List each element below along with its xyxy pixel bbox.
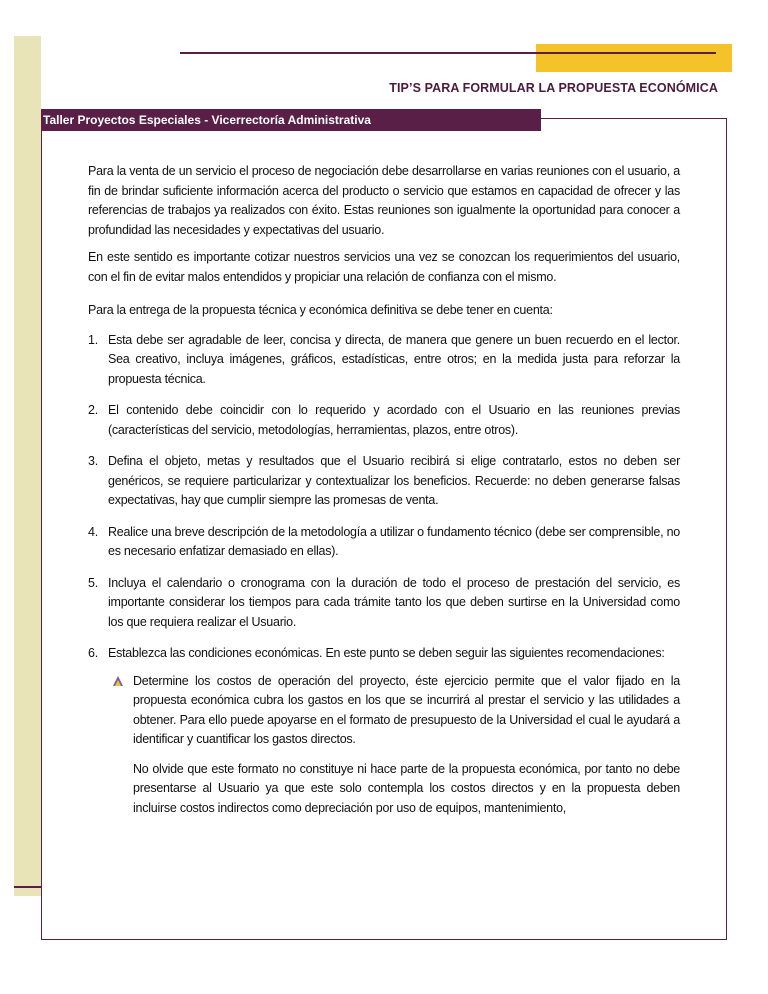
- sub-item-text: Determine los costos de operación del proyecto, éste ejercicio permite que el valor fijado en la propuesta económica cubra los gastos en los que se incurrirá al prestar el servicio y las utilidades a obtener. Para ello puede apoyarse en el formato de presupuesto de la Universidad el cual le ayudará a identificar y cuantificar los gastos directos.: [133, 673, 680, 746]
- list-item: [88, 574, 680, 633]
- recommendations-list: [88, 331, 680, 819]
- document-body: [88, 162, 680, 830]
- list-item: [88, 452, 680, 511]
- list-item-text: Establezca las condiciones económicas. En este punto se deben seguir las siguientes recomendaciones:: [108, 646, 665, 660]
- list-item-text: Incluya el calendario o cronograma con la duración de todo el proceso de prestación del servicio, es importante considerar los tiempos para cada trámite tanto los que deben surtirse en la Universidad como los que requiera realizar el Usuario.: [108, 575, 680, 629]
- left-decorative-bar: [14, 36, 41, 896]
- list-item-number: 1.: [88, 332, 98, 347]
- sub-item-note: No olvide que este formato no constituye ni hace parte de la propuesta económica, por tanto no debe presentarse al Usuario ya que este solo contempla los costos directos y en la propuesta deben incluirse costos indirectos como depreciación por uso de equipos, mantenimiento,: [133, 761, 680, 815]
- list-item-text: Defina el objeto, metas y resultados que el Usuario recibirá si elige contratarlo, estos no deben ser genéricos, se requiere particularizar y contextualizar los beneficios. Recuerde: no deben generarse falsas expectativas, hay que cumplir siempre las promesas de venta.: [108, 454, 680, 507]
- context-paragraph: En este sentido es importante cotizar nuestros servicios una vez se conozcan los requerimientos del usuario, con el fin de evitar malos entendidos y propiciar una relación de confianza con el mismo.: [88, 250, 680, 284]
- list-item: [88, 331, 680, 390]
- header-accent-block: [536, 44, 732, 72]
- list-item-number: 4.: [88, 524, 98, 539]
- list-item-number: 3.: [88, 454, 98, 468]
- list-intro-paragraph: Para la entrega de la propuesta técnica y económica definitiva se debe tener en cuenta:: [88, 303, 553, 317]
- sub-recommendations: [108, 672, 680, 819]
- list-item-text: Esta debe ser agradable de leer, concisa y directa, de manera que genere un buen recuerdo en el lector. Sea creativo, incluya imágenes, gráficos, estadísticas, entre otros; en la medida justa para reforzar la propuesta técnica.: [108, 332, 680, 386]
- intro-paragraph: Para la venta de un servicio el proceso de negociación debe desarrollarse en varias reuniones con el usuario, a fin de brindar suficiente información acerca del producto o servicio que estamos en capacidad de ofrecer y las referencias de trabajos ya realizados con éxito. Estas reuniones son igualmente la oportunidad para conocer a profundidad las necesidades y expectativas del usuario.: [88, 164, 680, 237]
- header-divider: [180, 52, 716, 54]
- arrow-bullet-icon: [113, 676, 123, 686]
- list-item-text: Realice una breve descripción de la metodología a utilizar o fundamento técnico (debe ser comprensible, no es necesario enfatizar demasiado en ellas).: [108, 524, 680, 558]
- list-item-number: 5.: [88, 575, 98, 590]
- left-divider: [14, 886, 42, 888]
- section-banner: Taller Proyectos Especiales - Vicerrectoría Administrativa: [41, 109, 541, 131]
- list-item: [88, 644, 680, 818]
- list-item-text: El contenido debe coincidir con lo requerido y acordado con el Usuario en las reuniones previas (características del servicio, metodologías, herramientas, plazos, entre otros).: [108, 403, 680, 437]
- list-item-number: 2.: [88, 403, 98, 417]
- list-item-number: 6.: [88, 646, 98, 660]
- list-item: [88, 523, 680, 562]
- page-title: TIP’S PARA FORMULAR LA PROPUESTA ECONÓMICA: [389, 81, 718, 95]
- list-item: [88, 401, 680, 440]
